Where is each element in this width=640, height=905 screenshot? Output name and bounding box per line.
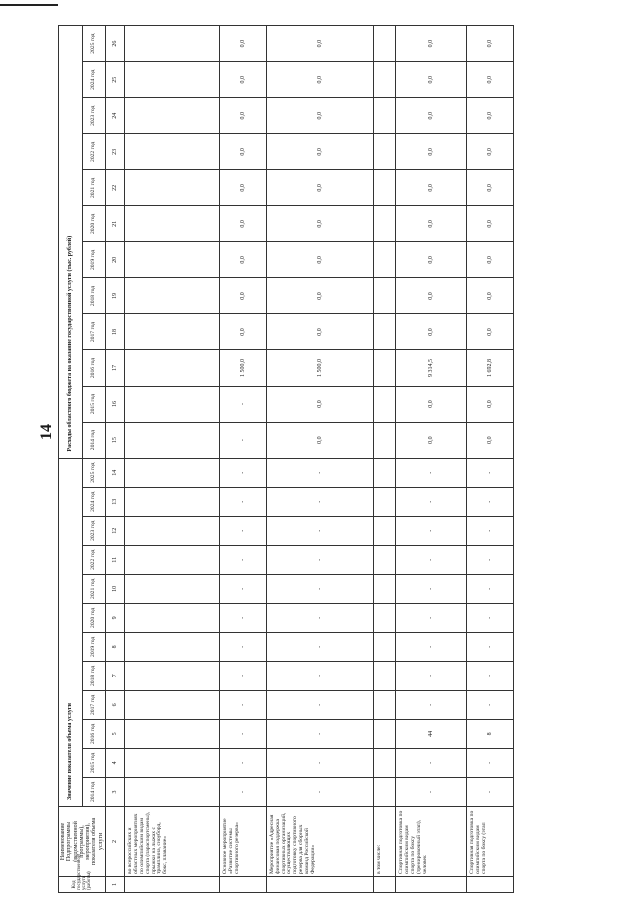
page-number: 14 — [38, 424, 55, 440]
expense-value-cell: 0,0 — [396, 422, 467, 458]
expense-value-cell — [125, 98, 220, 134]
expense-value-cell: 0,0 — [220, 170, 267, 206]
volume-year-header: 2014 год — [83, 777, 106, 806]
column-number: 3 — [106, 777, 125, 806]
volume-value-cell — [373, 603, 395, 632]
corner-rule — [0, 4, 58, 6]
column-number: 25 — [106, 62, 125, 98]
expense-value-cell: 0,0 — [467, 134, 514, 170]
volume-value-cell: - — [396, 777, 467, 806]
volume-value-cell — [125, 487, 220, 516]
volume-value-cell: - — [220, 458, 267, 487]
volume-value-cell: - — [467, 458, 514, 487]
volume-value-cell — [373, 545, 395, 574]
expense-value-cell: 0,0 — [220, 206, 267, 242]
row-name: во всероссийских и областных мероприятиях по олимпийским видам спорта (параспортсмены), прыжки на лыжах с трамплина, сноуборд, бокс, плавание» — [125, 806, 220, 876]
column-number: 14 — [106, 458, 125, 487]
expense-value-cell: 9 314,5 — [396, 350, 467, 386]
volume-value-cell: - — [220, 487, 267, 516]
expense-value-cell — [125, 206, 220, 242]
volume-value-cell: - — [396, 516, 467, 545]
expense-value-cell: 0,0 — [220, 242, 267, 278]
expense-year-header: 2019 год — [83, 242, 106, 278]
expense-value-cell: 0,0 — [396, 386, 467, 422]
volume-value-cell — [125, 661, 220, 690]
expense-value-cell — [373, 278, 395, 314]
volume-value-cell — [125, 690, 220, 719]
expense-value-cell — [373, 314, 395, 350]
volume-value-cell: - — [467, 632, 514, 661]
service-code-cell — [467, 877, 514, 893]
volume-value-cell: - — [266, 632, 373, 661]
column-number: 7 — [106, 661, 125, 690]
volume-value-cell — [125, 632, 220, 661]
volume-value-cell: - — [220, 748, 267, 777]
expense-value-cell: 0,0 — [467, 98, 514, 134]
table-body — [125, 26, 514, 893]
expense-year-header: 2014 год — [83, 422, 106, 458]
column-number: 21 — [106, 206, 125, 242]
header-service-code: Код государственной услуги (работы) — [59, 877, 106, 893]
expense-value-cell: - — [220, 422, 267, 458]
volume-value-cell: - — [467, 748, 514, 777]
volume-value-cell: - — [467, 777, 514, 806]
expense-value-cell — [125, 314, 220, 350]
volume-value-cell: - — [266, 603, 373, 632]
table-row — [266, 26, 373, 893]
expense-value-cell: 0,0 — [467, 62, 514, 98]
volume-value-cell: - — [396, 632, 467, 661]
expense-value-cell: 0,0 — [266, 26, 373, 62]
column-number: 23 — [106, 134, 125, 170]
expense-value-cell: 0,0 — [467, 242, 514, 278]
expense-value-cell: 0,0 — [396, 170, 467, 206]
expense-value-cell: 0,0 — [220, 26, 267, 62]
expense-value-cell: 0,0 — [220, 62, 267, 98]
column-number: 15 — [106, 422, 125, 458]
volume-value-cell: - — [396, 690, 467, 719]
expense-year-header: 2017 год — [83, 314, 106, 350]
table-row — [373, 26, 395, 893]
expense-value-cell — [373, 206, 395, 242]
expense-value-cell — [373, 170, 395, 206]
row-name: Основное мероприятие «Развитие системы спортивного резерва» — [220, 806, 267, 876]
volume-value-cell: - — [396, 458, 467, 487]
expense-value-cell: 0,0 — [396, 26, 467, 62]
expense-value-cell — [125, 134, 220, 170]
expense-value-cell: 0,0 — [396, 242, 467, 278]
expense-value-cell — [125, 62, 220, 98]
volume-value-cell — [373, 661, 395, 690]
volume-value-cell: - — [467, 516, 514, 545]
volume-value-cell: 8 — [467, 719, 514, 748]
column-number: 1 — [106, 877, 125, 893]
volume-year-header: 2016 год — [83, 719, 106, 748]
volume-value-cell: - — [266, 748, 373, 777]
expense-value-cell: 0,0 — [266, 314, 373, 350]
service-code-cell — [266, 877, 373, 893]
volume-value-cell: - — [220, 777, 267, 806]
volume-year-header: 2021 год — [83, 574, 106, 603]
rotated-table-container — [58, 25, 493, 893]
column-number: 6 — [106, 690, 125, 719]
expense-value-cell — [373, 386, 395, 422]
service-code-cell — [396, 877, 467, 893]
volume-value-cell — [373, 690, 395, 719]
table-row — [220, 26, 267, 893]
table-row — [467, 26, 514, 893]
volume-value-cell — [373, 777, 395, 806]
expense-value-cell: 0,0 — [266, 170, 373, 206]
expense-value-cell: 0,0 — [467, 170, 514, 206]
column-number: 18 — [106, 314, 125, 350]
volume-value-cell: - — [220, 719, 267, 748]
volume-year-header: 2023 год — [83, 516, 106, 545]
column-number: 16 — [106, 386, 125, 422]
volume-value-cell — [125, 719, 220, 748]
row-name: Спортивная подготовка по олимпийским видам спорта по боксу (тренировочный этап), человек — [396, 806, 467, 876]
column-number: 19 — [106, 278, 125, 314]
expense-value-cell — [373, 242, 395, 278]
volume-value-cell: - — [266, 458, 373, 487]
expense-value-cell — [373, 422, 395, 458]
volume-value-cell: - — [396, 574, 467, 603]
header-name: Наименование Подпрограммы (ведомственной программы), мероприятия), показателя объема услуги — [59, 806, 106, 876]
volume-value-cell — [373, 574, 395, 603]
expense-value-cell: 0,0 — [220, 278, 267, 314]
column-number: 5 — [106, 719, 125, 748]
volume-year-header: 2025 год — [83, 458, 106, 487]
expense-value-cell: 0,0 — [467, 386, 514, 422]
volume-year-header: 2015 год — [83, 748, 106, 777]
volume-value-cell: - — [220, 603, 267, 632]
expense-value-cell — [125, 386, 220, 422]
column-number: 17 — [106, 350, 125, 386]
volume-value-cell: - — [266, 777, 373, 806]
expense-value-cell: 0,0 — [467, 26, 514, 62]
volume-value-cell: - — [467, 487, 514, 516]
volume-year-header: 2019 год — [83, 632, 106, 661]
expense-value-cell: 1 692,8 — [467, 350, 514, 386]
volume-value-cell — [373, 516, 395, 545]
column-number: 4 — [106, 748, 125, 777]
column-number: 13 — [106, 487, 125, 516]
volume-value-cell: - — [266, 690, 373, 719]
volume-value-cell: - — [266, 487, 373, 516]
column-number: 8 — [106, 632, 125, 661]
expense-value-cell: 0,0 — [266, 386, 373, 422]
volume-value-cell — [125, 545, 220, 574]
volume-value-cell: - — [396, 545, 467, 574]
volume-value-cell — [125, 748, 220, 777]
volume-year-header: 2022 год — [83, 545, 106, 574]
expense-value-cell: 0,0 — [467, 314, 514, 350]
volume-value-cell — [373, 632, 395, 661]
expense-value-cell: 0,0 — [396, 206, 467, 242]
volume-value-cell — [373, 487, 395, 516]
volume-value-cell — [373, 748, 395, 777]
volume-year-header: 2018 год — [83, 661, 106, 690]
volume-value-cell: - — [467, 574, 514, 603]
volume-value-cell: - — [467, 661, 514, 690]
volume-value-cell — [125, 516, 220, 545]
volume-value-cell: - — [467, 545, 514, 574]
volume-value-cell: 44 — [396, 719, 467, 748]
expense-value-cell — [125, 422, 220, 458]
header-volume-group: Значение показателя объема услуги — [59, 458, 83, 806]
expense-value-cell: 0,0 — [266, 278, 373, 314]
volume-value-cell: - — [220, 632, 267, 661]
expense-value-cell: 0,0 — [266, 206, 373, 242]
expense-value-cell: 0,0 — [266, 134, 373, 170]
volume-year-header: 2024 год — [83, 487, 106, 516]
expense-year-header: 2025 год — [83, 26, 106, 62]
expense-value-cell: 0,0 — [467, 422, 514, 458]
volume-value-cell — [125, 458, 220, 487]
column-number-row — [106, 26, 125, 893]
volume-year-header: 2020 год — [83, 603, 106, 632]
expense-value-cell: 0,0 — [396, 134, 467, 170]
expense-value-cell — [373, 350, 395, 386]
expense-value-cell: 1 500,0 — [266, 350, 373, 386]
expense-value-cell: 0,0 — [266, 422, 373, 458]
expense-value-cell: 0,0 — [396, 278, 467, 314]
volume-value-cell: - — [266, 545, 373, 574]
expense-year-header: 2023 год — [83, 98, 106, 134]
year-header-row — [83, 26, 106, 893]
column-number: 10 — [106, 574, 125, 603]
expense-value-cell: 0,0 — [396, 98, 467, 134]
volume-value-cell — [125, 574, 220, 603]
expense-value-cell — [125, 278, 220, 314]
column-number: 26 — [106, 26, 125, 62]
volume-value-cell: - — [396, 748, 467, 777]
volume-value-cell: - — [266, 719, 373, 748]
volume-value-cell: - — [220, 661, 267, 690]
volume-value-cell — [373, 719, 395, 748]
column-number: 11 — [106, 545, 125, 574]
row-name: Спортивная подготовка по олимпийским видам спорта по боксу (этап — [467, 806, 514, 876]
expense-value-cell: 0,0 — [266, 98, 373, 134]
expense-year-header: 2021 год — [83, 170, 106, 206]
volume-value-cell: - — [266, 661, 373, 690]
volume-year-header: 2017 год — [83, 690, 106, 719]
expense-value-cell — [373, 134, 395, 170]
column-number: 22 — [106, 170, 125, 206]
expense-value-cell: 0,0 — [396, 314, 467, 350]
service-code-cell — [125, 877, 220, 893]
volume-value-cell: - — [266, 574, 373, 603]
expense-value-cell — [373, 62, 395, 98]
table-row — [125, 26, 220, 893]
volume-value-cell: - — [467, 603, 514, 632]
expense-value-cell: 0,0 — [266, 62, 373, 98]
expense-value-cell: 0,0 — [220, 98, 267, 134]
column-number: 12 — [106, 516, 125, 545]
volume-value-cell: - — [220, 545, 267, 574]
expense-value-cell: 0,0 — [220, 134, 267, 170]
service-code-cell — [373, 877, 395, 893]
column-number: 2 — [106, 806, 125, 876]
expense-value-cell — [125, 242, 220, 278]
volume-value-cell: - — [396, 487, 467, 516]
expense-value-cell: 0,0 — [266, 242, 373, 278]
expense-year-header: 2022 год — [83, 134, 106, 170]
volume-value-cell: - — [396, 661, 467, 690]
expense-year-header: 2015 год — [83, 386, 106, 422]
expense-value-cell: - — [220, 386, 267, 422]
volume-value-cell: - — [396, 603, 467, 632]
expense-value-cell: 0,0 — [396, 62, 467, 98]
expense-value-cell: 0,0 — [467, 278, 514, 314]
expense-value-cell: 1 500,0 — [220, 350, 267, 386]
expense-value-cell: 0,0 — [220, 314, 267, 350]
expense-value-cell: 0,0 — [467, 206, 514, 242]
row-name: Мероприятие «Адресная финансовая поддержка спортивных организаций, осуществляющих подготовку спортивного резерва для сборных команд Российской Федерации» — [266, 806, 373, 876]
column-number: 24 — [106, 98, 125, 134]
volume-value-cell — [373, 458, 395, 487]
expense-value-cell — [125, 26, 220, 62]
expense-year-header: 2020 год — [83, 206, 106, 242]
volume-value-cell: - — [220, 690, 267, 719]
expense-year-header: 2018 год — [83, 278, 106, 314]
expense-value-cell — [373, 98, 395, 134]
expense-year-header: 2016 год — [83, 350, 106, 386]
volume-value-cell: - — [467, 690, 514, 719]
volume-value-cell — [125, 777, 220, 806]
column-number: 20 — [106, 242, 125, 278]
volume-value-cell: - — [220, 516, 267, 545]
volume-value-cell: - — [266, 516, 373, 545]
row-name: в том числе: — [373, 806, 395, 876]
budget-table — [58, 25, 514, 893]
expense-value-cell — [373, 26, 395, 62]
service-code-cell — [220, 877, 267, 893]
table-row — [396, 26, 467, 893]
volume-value-cell — [125, 603, 220, 632]
expense-value-cell — [125, 350, 220, 386]
header-expense-group: Расходы областного бюджета на оказание государственной услуги (тыс. рублей) — [59, 26, 83, 459]
volume-value-cell: - — [220, 574, 267, 603]
expense-value-cell — [125, 170, 220, 206]
column-number: 9 — [106, 603, 125, 632]
expense-year-header: 2024 год — [83, 62, 106, 98]
